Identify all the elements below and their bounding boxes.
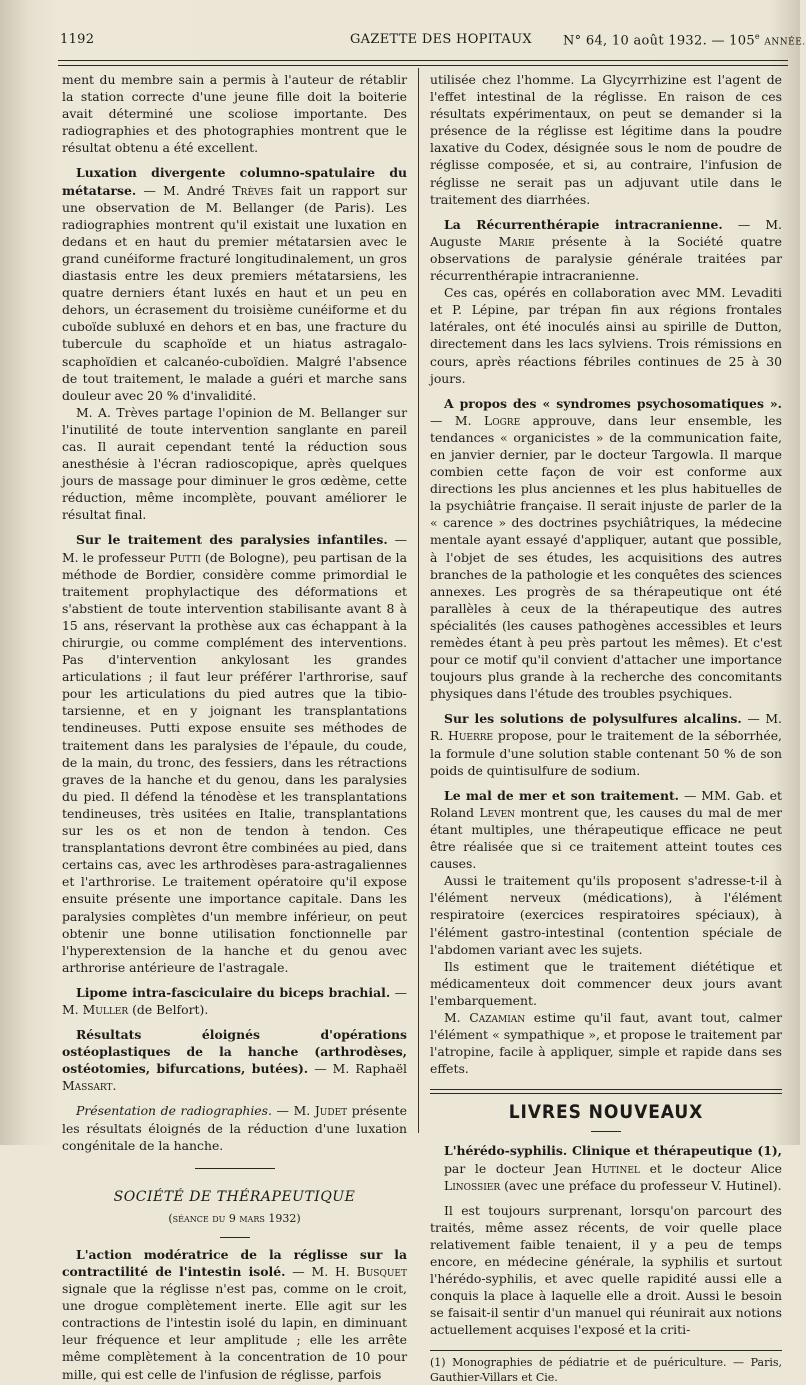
paragraph: Ces cas, opérés en collaboration avec MM. Levaditi et P. Lépine, par trépan fin aux régions frontales latérales, ont été inoculés ainsi au spirille de Dutton, directement dans les lacs sylviens. Trois rémissions en cours, après réactions fébriles continues de 25 à 30 jours.	[430, 285, 782, 386]
author-name: Massart	[62, 1078, 113, 1094]
paragraph: Ils estiment que le traitement diététique et médicamenteux doit commencer deux jours avant l'embarquement.	[430, 958, 782, 1008]
author-name: Logre	[484, 412, 521, 428]
paragraph: L'action modératrice de la réglisse sur la contractilité de l'intestin isolé. — M. H. Busquet signale que la réglisse n'est pas, comme on le croit, une drogue complètement inerte. Elle agit sur les contractions de l'intestin isolé du lapin, en diminuant leur fréquence et leur amplitude ; elle les arrête même complètement à la concentration de 10 pour mille, qui est celle de l'infusion de réglisse, parfois	[62, 1246, 408, 1382]
right-column	[430, 71, 782, 1385]
paragraph: M. Cazamian estime qu'il faut, avant tout, calmer l'élément « sympathique », et propose le traitement par l'atropine, facile à appliquer, simple et rapide dans ses effets.	[430, 1009, 782, 1077]
author-name: Trèves	[232, 182, 274, 198]
page-header	[60, 32, 806, 54]
issue-info	[563, 32, 806, 48]
section-heading: LIVRES NOUVEAUX	[508, 1101, 704, 1124]
author-name: Marie	[498, 233, 535, 249]
section-rule	[591, 1131, 621, 1132]
society-heading: SOCIÉTÉ DE THÉRAPEUTIQUE	[113, 1188, 356, 1205]
section-rule	[430, 1089, 782, 1094]
paragraph: La Récurrenthérapie intracranienne. — M. Auguste Marie présente à la Société quatre observations de paralysie générale traitées par récurrenthérapie intracranienne.	[430, 216, 782, 284]
paragraph: Présentation de radiographies. — M. Judet présente les résultats éloignés de la réduction d'une luxation congénitale de la hanche.	[62, 1103, 407, 1153]
author-name: Putti	[169, 549, 201, 565]
article-heading: La Récurrenthérapie intracranienne.	[444, 216, 723, 232]
article-heading: Sur le traitement des paralysies infantiles.	[76, 532, 388, 548]
paragraph: Résultats éloignés d'opérations ostéoplastiques de la hanche (arthrodèses, ostéotomies, bifurcations, butées). — M. Raphaël Massart.	[62, 1027, 407, 1094]
paragraph: ment du membre sain a permis à l'auteur de rétablir la station correcte d'une jeune fille doit la boiterie avait déterminé une scoliose importante. Des radiographies et des photographies montrent que le résultat obtenu a été excellent.	[62, 72, 407, 156]
article-heading: Lipome intra-fasciculaire du biceps brachial.	[76, 984, 391, 1000]
paragraph: Le mal de mer et son traitement. — MM. Gab. et Roland Leven montrent que, les causes du mal de mer étant multiples, une thérapeutique efficace ne peut être réalisée que si ce traitement atteint toutes ces causes.	[430, 787, 782, 872]
paragraph: Aussi le traitement qu'ils proposent s'adresse-t-il à l'élément nerveux (médications), à l'élément respiratoire (exercices respiratoires spéciaux), à l'élément gastro-intestinal (contention spéciale de l'abdomen variant avec les sujets.	[430, 873, 782, 957]
paragraph: Sur les solutions de polysulfures alcalins. — M. R. Huerre propose, pour le traitement de la séborrhée, la formule d'une solution stable contenant 50 % de son poids de quintisulfure de sodium.	[430, 711, 782, 778]
article-heading: L'action modératrice de la réglisse sur la contractilité de l'intestin isolé.	[62, 1246, 407, 1279]
article-heading: Le mal de mer et son traitement.	[444, 787, 679, 803]
journal-title: GAZETTE DES HOPITAUX	[350, 32, 532, 47]
article-heading: Luxation divergente columno-spatulaire du métatarse.	[62, 165, 407, 198]
paragraph: Sur le traitement des paralysies infantiles. — M. le professeur Putti (de Bologne), peu partisan de la méthode de Bordier, considère comme primordial le traitement prophylactique des déformations et s'abstient de toute intervention stabilisante avant 8 à 15 ans, réservant la prothèse aux cas échappant à la chirurgie, ou comme complément des interventions. Pas d'intervention ankylosant les grandes articulations ; il faut leur préférer l'arthrorise, sauf pour les articulations du pied autres que la tibio-tarsienne, et en y joignant les transplantations tendineuses. Putti expose ensuite ses méthodes de traitement dans les paralysies de l'épaule, du coude, de la main, du tronc, des fessiers, dans les rétractions graves de la hanche et du genou, dans les paralysies du pied. Il défend la ténodèse et les transplantations tendineuses, très usitées en Italie, transplantations sur les os et non de tendon à tendon. Ces transplantations devront être combinées au pied, dans certains cas, avec les arthrodèses para-astragaliennes et l'arthrorise. Le traitement opératoire qu'il expose ensuite présente une importance capitale. Dans les paralysies complètes d'un membre inférieur, on peut obtenir une bonne utilisation fonctionnelle par l'hyperextension de la hanche et du genou avec arthrorise antérieure de l'astragale.	[62, 532, 407, 975]
column-divider	[418, 68, 419, 1133]
footnote-rule	[430, 1350, 782, 1351]
left-column	[62, 71, 407, 1383]
footnote: (1) Monographies de pédiatrie et de puériculture. — Paris, Gauthier-Villars et Cie.	[430, 1356, 782, 1385]
header-rule	[58, 60, 788, 66]
section-rule	[195, 1168, 275, 1169]
book-title: L'hérédo-syphilis. Clinique et thérapeutique (1),	[444, 1143, 782, 1159]
book-entry: L'hérédo-syphilis. Clinique et thérapeutique (1), par le docteur Jean Hutinel et le docteur Alice Linossier (avec une préface du professeur V. Hutinel).	[444, 1143, 782, 1193]
author-name: Huerre	[448, 728, 494, 744]
article-heading: Sur les solutions de polysulfures alcalins.	[444, 711, 742, 727]
paragraph: M. A. Trèves partage l'opinion de M. Bellanger sur l'inutilité de toute intervention sanglante en pareil cas. Il aurait cependant tenté la réduction sous anesthésie à l'écran radioscopique, après quelques jours de massage pour diminuer le gros œdème, cette réduction, même incomplète, pouvant améliorer le résultat final.	[62, 404, 407, 523]
paragraph: A propos des « syndromes psychosomatiques ». — M. Logre approuve, dans leur ensemble, les tendances « organicistes » de la communication faite, en janvier dernier, par le docteur Targowla. Il marque combien cette façon de voir est conforme aux directions les plus anciennes et les plus habituelles de la psychiâtrie française. Il serait injuste de parler de la « carence » des doctrines psychiâtriques, la médecine mentale ayant essayé d'appliquer, autant que possible, à l'objet de ses études, les acquisitions des autres branches de la pathologie et les conquêtes des sciences annexes. Les progrès de sa thérapeutique ont été parallèles à ceux de la thérapeutique des autres spécialités (les causes pathogènes accessibles et leurs remèdes étant à peu près partout les mêmes). Et c'est pour ce motif qu'il convient d'attacher une importance toujours plus grande à la recherche des concomitants physiques dans l'étude des troubles psychiques.	[430, 395, 782, 702]
author-name: Judet	[314, 1103, 348, 1119]
paragraph: Luxation divergente columno-spatulaire du métatarse. — M. André Trèves fait un rapport sur une observation de M. Bellanger (de Paris). Les radiographies montrent qu'il existait une luxation en dedans et en haut du premier métatarsien avec le grand cunéiforme fracturé longitudinalement, un gros diastasis entre les deux premiers métatarsiens, les quatre derniers étant luxés en haut et un peu en dehors, un écrasement du troisième cunéiforme et du cuboïde subluxé en dehors et en bas, une fracture du tubercule du scaphoïde et un hiatus astragalo-scaphoïdien et calcanéo-cuboïdien. Malgré l'absence de tout traitement, le malade a guéri et marche sans douleur avec 20 % d'invalidité.	[62, 165, 407, 403]
paragraph: utilisée chez l'homme. La Glycyrrhizine est l'agent de l'effet intestinal de la réglisse. En raison de ces résultats expérimentaux, on peut se demander si la présence de la réglisse est légitime dans la poudre laxative du Codex, désignée sous le nom de poudre de réglisse composée, et si, au contraire, l'infusion de réglisse ne serait pas un adjuvant utile dans le traitement des diarrhées.	[430, 72, 782, 207]
author-name: Leven	[479, 804, 516, 820]
issue-number: N° 64, 10 août 1932. — 105	[563, 33, 755, 49]
section-rule	[220, 1237, 250, 1238]
author-name: Cazamian	[469, 1009, 526, 1025]
article-heading: A propos des « syndromes psychosomatiques ».	[444, 395, 782, 411]
author-name: Linossier	[444, 1177, 501, 1193]
author-name: Hutinel	[591, 1160, 640, 1176]
page-number: 1192	[60, 32, 95, 47]
article-heading: Présentation de radiographies.	[76, 1103, 272, 1119]
author-name: Muller	[82, 1001, 129, 1017]
paragraph: Il est toujours surprenant, lorsqu'on parcourt des traités, même assez récents, de voir quelle place relativement faible tenaient, il y a peu de temps encore, en médecine générale, la syphilis et surtout l'hérédo-syphilis, et avec quelle rapidité aussi elle a conquis la place à laquelle elle a droit. Aussi le besoin se faisait-il sentir d'un manuel qui réunirait aux notions actuellement acquises l'exposé et la criti-	[430, 1202, 782, 1338]
issue-ordinal: e	[754, 32, 760, 41]
issue-year-label: ANNÉE.	[764, 37, 806, 48]
paragraph: Lipome intra-fasciculaire du biceps brachial. — M. Muller (de Belfort).	[62, 984, 407, 1017]
session-date: (séance du 9 mars 1932)	[168, 1211, 301, 1225]
article-heading: Résultats éloignés d'opérations ostéoplastiques de la hanche (arthrodèses, ostéotomies, bifurcations, butées).	[62, 1027, 407, 1077]
author-name: Busquet	[356, 1264, 408, 1279]
